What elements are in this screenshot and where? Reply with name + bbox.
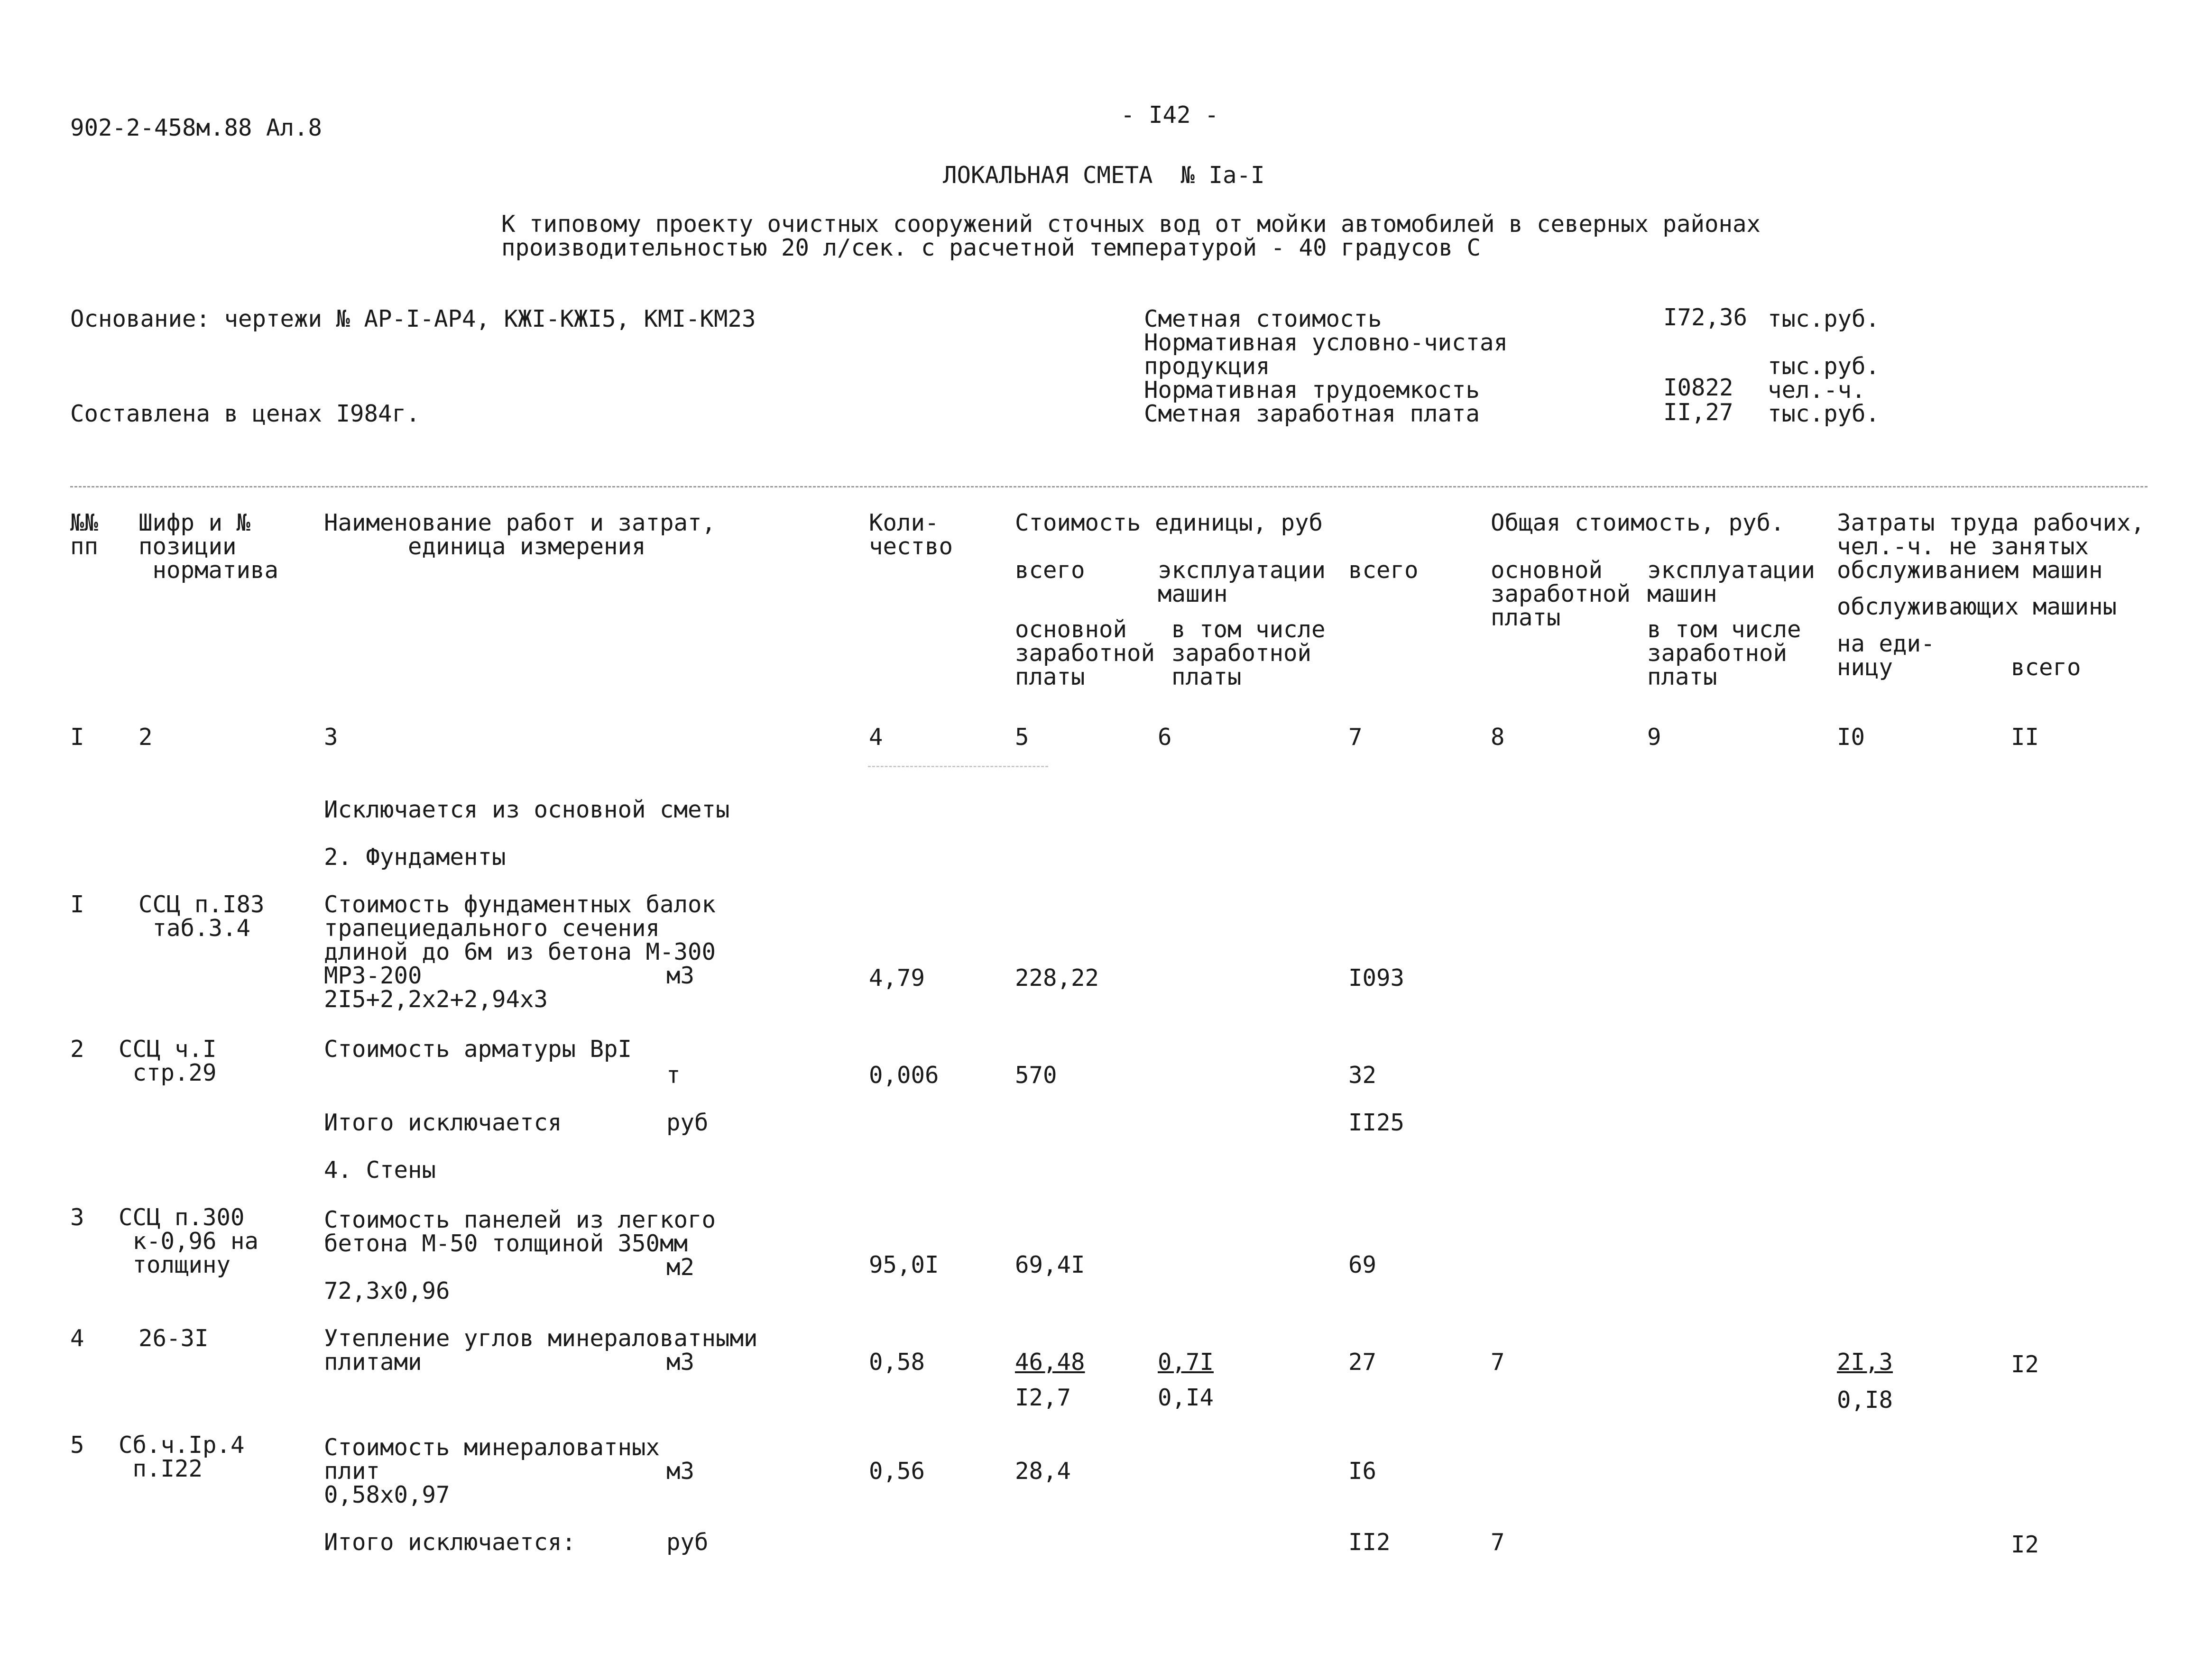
estimate-cost-label: Сметная стоимость [1144, 305, 1382, 332]
row-total: 69 [1348, 1251, 1377, 1278]
row-code: 26-3I [138, 1325, 209, 1352]
col-number: 4 [869, 724, 883, 751]
row-unit-total: 228,22 [1015, 964, 1099, 991]
labor-value: I0822 [1663, 374, 1733, 401]
row-number: 4 [70, 1325, 84, 1352]
col-header-labor: Затраты труда рабочих, чел.-ч. не занятых обслуживанием машин [1837, 509, 2145, 584]
labor-label: Нормативная трудоемкость [1144, 376, 1480, 404]
row-quantity: 0,006 [869, 1062, 939, 1089]
col-number: II [2011, 724, 2039, 751]
row-machine-cost: 0,7I [1158, 1349, 1214, 1376]
row-unit-total: 28,4 [1015, 1458, 1071, 1485]
row-code: ССЦ ч.I стр.29 [119, 1036, 217, 1086]
estimate-cost-unit: тыс.руб. [1768, 305, 1880, 332]
row-unit: т [666, 1062, 681, 1089]
row-formula: 72,3х0,96 [324, 1277, 450, 1304]
subtitle-line-2: производительностью 20 л/сек. с расчетной температурой - 40 градусов С [501, 234, 1481, 261]
subtotal-total: II2 [1348, 1529, 1391, 1556]
row-labor-per-unit-machines: 0,I8 [1837, 1386, 1893, 1414]
col-header-2: Шифр и № позиции нормативa [138, 509, 279, 584]
col-number: 3 [324, 724, 338, 751]
row-unit: м3 [666, 962, 695, 989]
labor-unit: чел.-ч. [1768, 376, 1866, 404]
row-formula: 0,58х0,97 [324, 1481, 450, 1508]
row-name: Стоимость арматуры ВрI [324, 1036, 632, 1063]
col-header-7: всего [1348, 557, 1419, 584]
col-number: 8 [1491, 724, 1505, 751]
document-code: 902-2-458м.88 Ал.8 [70, 114, 323, 141]
col-number: 7 [1348, 724, 1363, 751]
row-total: I6 [1348, 1458, 1377, 1485]
subtotal-labor-total: I2 [2011, 1531, 2039, 1558]
wages-value: II,27 [1663, 399, 1733, 426]
row-labor-total: I2 [2011, 1351, 2039, 1378]
col-header-11: всего [2011, 654, 2081, 681]
col-header-10: на еди- ницу [1837, 630, 1935, 681]
col-header-total-cost: Общая стоимость, руб. [1491, 509, 1785, 536]
col-number: 9 [1647, 724, 1661, 751]
wages-label: Сметная заработная плата [1144, 400, 1480, 427]
row-total: I093 [1348, 964, 1405, 991]
wages-unit: тыс.руб. [1768, 400, 1880, 427]
row-unit-total: 570 [1015, 1062, 1057, 1089]
row-code: ССЦ п.300 к-0,96 на толщину [119, 1204, 259, 1278]
document-title: ЛОКАЛЬНАЯ СМЕТА № Iа-I [943, 162, 1265, 189]
table-top-rule [70, 486, 2148, 487]
row-total-wages: 7 [1491, 1349, 1505, 1376]
numbers-rule [868, 766, 1048, 767]
section-foundations: 2. Фундаменты [324, 844, 506, 871]
row-number: I [70, 891, 84, 918]
col-header-9-top: эксплуатации машин [1647, 557, 1816, 607]
subtotal-wages: 7 [1491, 1529, 1505, 1556]
subtotal-label: Итого исключается [324, 1109, 562, 1136]
col-header-9-bottom: в том числе заработной платы [1647, 616, 1801, 690]
row-unit-wages: I2,7 [1015, 1384, 1071, 1411]
estimate-cost-value: I72,36 [1663, 304, 1748, 331]
row-name: Утепление углов минераловатными плитами [324, 1325, 758, 1376]
subtotal-label: Итого исключается: [324, 1529, 576, 1556]
row-labor-per-unit: 2I,3 [1837, 1349, 1893, 1376]
subtitle-line-1: К типовому проекту очистных сооружений сточных вод от мойки автомобилей в северных районах [501, 211, 1761, 238]
col-header-5-bottom: основной заработной платы [1015, 616, 1155, 690]
row-quantity: 0,58 [869, 1349, 925, 1376]
col-header-5-top: всего [1015, 557, 1085, 584]
col-header-3: Наименование работ и затрат, единица измерения [324, 509, 716, 560]
row-total: 32 [1348, 1062, 1377, 1089]
col-header-1: №№ пп [70, 509, 99, 560]
col-header-6-bottom: в том числе заработной платы [1171, 616, 1326, 690]
excluded-title: Исключается из основной сметы [324, 796, 730, 823]
row-name: Стоимость панелей из легкого бетона М-50 толщиной 350мм [324, 1206, 716, 1257]
net-product-unit: тыс.руб. [1768, 353, 1880, 380]
row-formula: 2I5+2,2х2+2,94х3 [324, 986, 548, 1013]
row-name: Стоимость минераловатных плит [324, 1434, 660, 1485]
row-machine-wages: 0,I4 [1158, 1384, 1214, 1411]
col-header-6-top: эксплуатации машин [1158, 557, 1326, 607]
row-total: 27 [1348, 1349, 1377, 1376]
col-header-labor-machines: обслуживающих машины [1837, 593, 2117, 620]
col-header-unit-cost: Стоимость единицы, руб [1015, 509, 1323, 536]
row-number: 3 [70, 1204, 84, 1231]
col-header-8: основной заработной платы [1491, 557, 1631, 631]
basis-text: Основание: чертежи № АР-I-АР4, КЖI-КЖI5, КМI-КМ23 [70, 305, 756, 332]
subtotal-unit: руб [666, 1109, 709, 1136]
subtotal-unit: руб [666, 1529, 709, 1556]
col-number: I0 [1837, 724, 1865, 751]
row-name: Стоимость фундаментных балок трапециедального сечения длиной до 6м из бетона М-300 МРЗ-200 [324, 891, 716, 989]
row-quantity: 0,56 [869, 1458, 925, 1485]
row-number: 5 [70, 1432, 84, 1459]
row-number: 2 [70, 1036, 84, 1063]
page-number: - I42 - [1121, 101, 1219, 129]
row-code: Сб.ч.Iр.4 п.I22 [119, 1432, 245, 1482]
row-quantity: 95,0I [869, 1251, 939, 1278]
col-number: 5 [1015, 724, 1029, 751]
subtotal-total: II25 [1348, 1109, 1405, 1136]
net-product-label: Нормативная условно-чистая продукция [1144, 329, 1508, 380]
col-number: I [70, 724, 84, 751]
row-unit: м3 [666, 1458, 695, 1485]
section-walls: 4. Стены [324, 1157, 436, 1184]
row-unit-total: 46,48 [1015, 1349, 1085, 1376]
row-unit: м3 [666, 1349, 695, 1376]
col-number: 6 [1158, 724, 1172, 751]
row-quantity: 4,79 [869, 964, 925, 991]
prices-text: Составлена в ценах I984г. [70, 400, 420, 427]
col-number: 2 [138, 724, 153, 751]
row-code: ССЦ п.I83 таб.3.4 [138, 891, 265, 942]
col-header-4: Коли- чество [869, 509, 953, 560]
row-unit: м2 [666, 1254, 695, 1281]
row-unit-total: 69,4I [1015, 1251, 1085, 1278]
